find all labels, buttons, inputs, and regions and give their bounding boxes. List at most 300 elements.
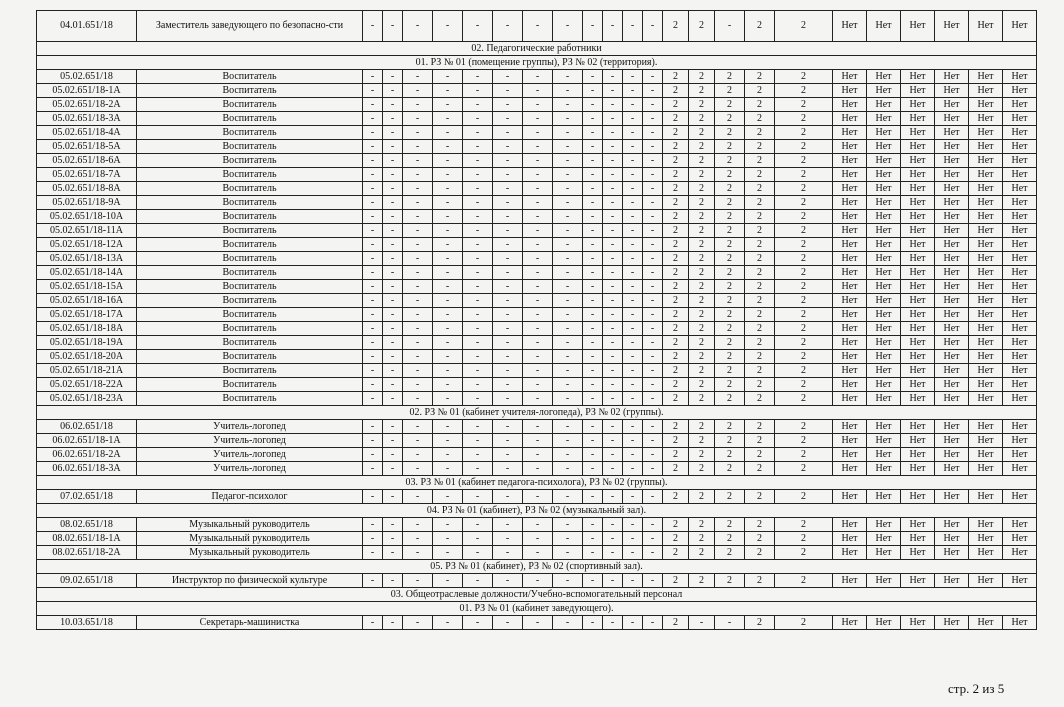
workplace-code-cell: 05.02.651/18-16А xyxy=(37,294,137,308)
position-name-cell: Учитель-логопед xyxy=(137,448,363,462)
flag-cell: Нет xyxy=(935,210,969,224)
class-value-cell: - xyxy=(463,462,493,476)
class-value-cell: 2 xyxy=(663,266,689,280)
class-value-cell: - xyxy=(403,392,433,406)
class-value-cell: - xyxy=(383,392,403,406)
class-value-cell: - xyxy=(363,196,383,210)
class-value-cell: - xyxy=(583,420,603,434)
section-title: 01. РЗ № 01 (кабинет заведующего). xyxy=(37,602,1037,616)
section-header-row xyxy=(37,56,1037,70)
flag-cell: Нет xyxy=(833,266,867,280)
flag-cell: Нет xyxy=(867,434,901,448)
class-value-cell: - xyxy=(493,434,523,448)
flag-cell: Нет xyxy=(867,462,901,476)
flag-cell: Нет xyxy=(867,574,901,588)
flag-cell: Нет xyxy=(1003,616,1037,630)
flag-cell: Нет xyxy=(969,238,1003,252)
class-value-cell: 2 xyxy=(663,112,689,126)
flag-cell: Нет xyxy=(833,420,867,434)
flag-cell: Нет xyxy=(935,308,969,322)
flag-cell: Нет xyxy=(867,168,901,182)
class-value-cell: - xyxy=(583,252,603,266)
class-value-cell: - xyxy=(523,11,553,42)
class-value-cell: - xyxy=(643,84,663,98)
table-row xyxy=(37,168,1037,182)
class-value-cell: - xyxy=(363,140,383,154)
flag-cell: Нет xyxy=(901,532,935,546)
class-value-cell: - xyxy=(463,322,493,336)
class-value-cell: - xyxy=(583,140,603,154)
section-title: 02. РЗ № 01 (кабинет учителя-логопеда), РЗ № 02 (группы). xyxy=(37,406,1037,420)
position-name-cell: Воспитатель xyxy=(137,98,363,112)
class-value-cell: - xyxy=(463,336,493,350)
class-value-cell: 2 xyxy=(689,490,715,504)
class-value-cell: - xyxy=(363,336,383,350)
table-row xyxy=(37,448,1037,462)
class-value-cell: - xyxy=(523,308,553,322)
flag-cell: Нет xyxy=(935,154,969,168)
class-value-cell: - xyxy=(493,490,523,504)
flag-cell: Нет xyxy=(901,378,935,392)
flag-cell: Нет xyxy=(833,308,867,322)
class-value-cell: - xyxy=(403,350,433,364)
flag-cell: Нет xyxy=(969,294,1003,308)
flag-cell: Нет xyxy=(969,434,1003,448)
position-name-cell: Учитель-логопед xyxy=(137,434,363,448)
flag-cell: Нет xyxy=(833,336,867,350)
class-value-cell: - xyxy=(523,392,553,406)
table-row xyxy=(37,238,1037,252)
class-value-cell: - xyxy=(383,322,403,336)
workplace-code-cell: 04.01.651/18 xyxy=(37,11,137,42)
class-value-cell: - xyxy=(383,364,403,378)
class-value-cell: - xyxy=(583,434,603,448)
class-value-cell: - xyxy=(603,224,623,238)
class-value-cell: 2 xyxy=(715,336,745,350)
flag-cell: Нет xyxy=(901,182,935,196)
class-value-cell: 2 xyxy=(663,462,689,476)
class-value-cell: - xyxy=(403,532,433,546)
class-value-cell: - xyxy=(583,574,603,588)
table-row xyxy=(37,84,1037,98)
position-name-cell: Воспитатель xyxy=(137,126,363,140)
class-value-cell: - xyxy=(523,112,553,126)
class-value-cell: 2 xyxy=(745,266,775,280)
section-title: 05. РЗ № 01 (кабинет), РЗ № 02 (спортивный зал). xyxy=(37,560,1037,574)
class-value-cell: 2 xyxy=(745,574,775,588)
class-value-cell: - xyxy=(383,546,403,560)
class-value-cell: - xyxy=(433,126,463,140)
section-header-row xyxy=(37,560,1037,574)
class-value-cell: 2 xyxy=(745,336,775,350)
class-value-cell: - xyxy=(463,392,493,406)
flag-cell: Нет xyxy=(867,378,901,392)
class-value-cell: - xyxy=(603,182,623,196)
flag-cell: Нет xyxy=(867,266,901,280)
class-value-cell: - xyxy=(523,210,553,224)
flag-cell: Нет xyxy=(1003,546,1037,560)
flag-cell: Нет xyxy=(833,112,867,126)
class-value-cell: 2 xyxy=(689,378,715,392)
class-value-cell: 2 xyxy=(689,532,715,546)
class-value-cell: - xyxy=(643,490,663,504)
flag-cell: Нет xyxy=(833,182,867,196)
class-value-cell: - xyxy=(643,448,663,462)
class-value-cell: 2 xyxy=(745,126,775,140)
class-value-cell: - xyxy=(553,434,583,448)
class-value-cell: - xyxy=(363,532,383,546)
class-value-cell: 2 xyxy=(715,196,745,210)
class-value-cell: 2 xyxy=(775,308,833,322)
flag-cell: Нет xyxy=(833,140,867,154)
table-row xyxy=(37,280,1037,294)
flag-cell: Нет xyxy=(1003,322,1037,336)
flag-cell: Нет xyxy=(901,574,935,588)
class-value-cell: - xyxy=(383,448,403,462)
class-value-cell: - xyxy=(403,11,433,42)
flag-cell: Нет xyxy=(901,196,935,210)
class-value-cell: 2 xyxy=(689,126,715,140)
class-value-cell: 2 xyxy=(745,350,775,364)
position-name-cell: Воспитатель xyxy=(137,392,363,406)
class-value-cell: - xyxy=(603,322,623,336)
flag-cell: Нет xyxy=(833,168,867,182)
class-value-cell: 2 xyxy=(689,336,715,350)
class-value-cell: - xyxy=(523,126,553,140)
class-value-cell: 2 xyxy=(715,392,745,406)
class-value-cell: - xyxy=(493,154,523,168)
class-value-cell: 2 xyxy=(775,196,833,210)
class-value-cell: - xyxy=(553,392,583,406)
class-value-cell: 2 xyxy=(775,420,833,434)
class-value-cell: - xyxy=(403,378,433,392)
class-value-cell: - xyxy=(493,308,523,322)
class-value-cell: - xyxy=(623,434,643,448)
flag-cell: Нет xyxy=(935,392,969,406)
table-body xyxy=(37,11,1037,630)
class-value-cell: - xyxy=(433,266,463,280)
flag-cell: Нет xyxy=(867,84,901,98)
workplace-code-cell: 05.02.651/18-9А xyxy=(37,196,137,210)
class-value-cell: - xyxy=(523,518,553,532)
class-value-cell: - xyxy=(493,266,523,280)
class-value-cell: - xyxy=(523,490,553,504)
class-value-cell: - xyxy=(643,11,663,42)
class-value-cell: - xyxy=(603,518,623,532)
workplace-code-cell: 05.02.651/18-1А xyxy=(37,84,137,98)
class-value-cell: - xyxy=(623,70,643,84)
class-value-cell: - xyxy=(433,336,463,350)
flag-cell: Нет xyxy=(867,336,901,350)
flag-cell: Нет xyxy=(1003,420,1037,434)
class-value-cell: - xyxy=(493,11,523,42)
class-value-cell: - xyxy=(463,126,493,140)
class-value-cell: 2 xyxy=(689,462,715,476)
class-value-cell: - xyxy=(553,546,583,560)
position-name-cell: Воспитатель xyxy=(137,364,363,378)
class-value-cell: - xyxy=(433,378,463,392)
class-value-cell: - xyxy=(603,490,623,504)
workplace-code-cell: 05.02.651/18-4А xyxy=(37,126,137,140)
workplace-code-cell: 05.02.651/18-8А xyxy=(37,182,137,196)
class-value-cell: - xyxy=(463,210,493,224)
flag-cell: Нет xyxy=(901,280,935,294)
class-value-cell: - xyxy=(603,308,623,322)
class-value-cell: - xyxy=(493,252,523,266)
class-value-cell: - xyxy=(623,448,643,462)
class-value-cell: - xyxy=(403,308,433,322)
class-value-cell: 2 xyxy=(745,196,775,210)
class-value-cell: - xyxy=(383,98,403,112)
table-row xyxy=(37,532,1037,546)
class-value-cell: 2 xyxy=(663,196,689,210)
class-value-cell: - xyxy=(583,182,603,196)
class-value-cell: - xyxy=(463,154,493,168)
class-value-cell: - xyxy=(553,294,583,308)
flag-cell: Нет xyxy=(833,294,867,308)
workplace-code-cell: 05.02.651/18-19А xyxy=(37,336,137,350)
class-value-cell: 2 xyxy=(745,252,775,266)
class-value-cell: - xyxy=(363,280,383,294)
class-value-cell: - xyxy=(493,392,523,406)
class-value-cell: 2 xyxy=(775,364,833,378)
class-value-cell: - xyxy=(523,224,553,238)
flag-cell: Нет xyxy=(969,574,1003,588)
class-value-cell: - xyxy=(623,196,643,210)
class-value-cell: - xyxy=(493,448,523,462)
class-value-cell: - xyxy=(363,112,383,126)
class-value-cell: - xyxy=(643,546,663,560)
class-value-cell: 2 xyxy=(663,350,689,364)
class-value-cell: - xyxy=(603,168,623,182)
class-value-cell: 2 xyxy=(715,182,745,196)
flag-cell: Нет xyxy=(901,112,935,126)
class-value-cell: - xyxy=(463,448,493,462)
class-value-cell: - xyxy=(643,462,663,476)
workplace-code-cell: 08.02.651/18-1А xyxy=(37,532,137,546)
class-value-cell: - xyxy=(433,448,463,462)
class-value-cell: - xyxy=(493,364,523,378)
class-value-cell: - xyxy=(403,70,433,84)
flag-cell: Нет xyxy=(833,490,867,504)
class-value-cell: - xyxy=(493,196,523,210)
flag-cell: Нет xyxy=(935,434,969,448)
class-value-cell: 2 xyxy=(689,252,715,266)
table-row xyxy=(37,294,1037,308)
class-value-cell: - xyxy=(463,364,493,378)
class-value-cell: - xyxy=(553,140,583,154)
class-value-cell: - xyxy=(603,280,623,294)
class-value-cell: - xyxy=(403,574,433,588)
flag-cell: Нет xyxy=(969,420,1003,434)
class-value-cell: 2 xyxy=(689,140,715,154)
class-value-cell: - xyxy=(553,308,583,322)
flag-cell: Нет xyxy=(935,420,969,434)
class-value-cell: 2 xyxy=(745,532,775,546)
class-value-cell: - xyxy=(463,266,493,280)
class-value-cell: 2 xyxy=(663,322,689,336)
flag-cell: Нет xyxy=(867,518,901,532)
workplace-code-cell: 05.02.651/18-17А xyxy=(37,308,137,322)
class-value-cell: - xyxy=(383,154,403,168)
class-value-cell: 2 xyxy=(663,336,689,350)
class-value-cell: - xyxy=(583,154,603,168)
flag-cell: Нет xyxy=(935,252,969,266)
class-value-cell: - xyxy=(553,364,583,378)
flag-cell: Нет xyxy=(901,210,935,224)
class-value-cell: - xyxy=(363,350,383,364)
flag-cell: Нет xyxy=(901,168,935,182)
class-value-cell: - xyxy=(383,168,403,182)
flag-cell: Нет xyxy=(901,392,935,406)
class-value-cell: - xyxy=(433,434,463,448)
class-value-cell: - xyxy=(433,322,463,336)
class-value-cell: - xyxy=(403,280,433,294)
class-value-cell: - xyxy=(383,126,403,140)
flag-cell: Нет xyxy=(935,280,969,294)
class-value-cell: - xyxy=(463,196,493,210)
class-value-cell: - xyxy=(523,434,553,448)
class-value-cell: - xyxy=(523,70,553,84)
class-value-cell: 2 xyxy=(745,322,775,336)
class-value-cell: - xyxy=(523,196,553,210)
flag-cell: Нет xyxy=(935,70,969,84)
section-header-row xyxy=(37,602,1037,616)
class-value-cell: - xyxy=(623,11,643,42)
flag-cell: Нет xyxy=(833,11,867,42)
flag-cell: Нет xyxy=(1003,11,1037,42)
class-value-cell: - xyxy=(463,434,493,448)
position-name-cell: Воспитатель xyxy=(137,280,363,294)
flag-cell: Нет xyxy=(969,336,1003,350)
class-value-cell: 2 xyxy=(775,574,833,588)
class-value-cell: - xyxy=(603,140,623,154)
class-value-cell: - xyxy=(623,420,643,434)
class-value-cell: - xyxy=(433,70,463,84)
class-value-cell: - xyxy=(433,252,463,266)
flag-cell: Нет xyxy=(1003,490,1037,504)
class-value-cell: - xyxy=(523,252,553,266)
class-value-cell: - xyxy=(463,420,493,434)
class-value-cell: - xyxy=(603,462,623,476)
class-value-cell: 2 xyxy=(689,392,715,406)
class-value-cell: 2 xyxy=(663,280,689,294)
table-row xyxy=(37,140,1037,154)
class-value-cell: - xyxy=(433,280,463,294)
class-value-cell: - xyxy=(583,112,603,126)
class-value-cell: - xyxy=(689,616,715,630)
table-row xyxy=(37,98,1037,112)
section-title: 04. РЗ № 01 (кабинет), РЗ № 02 (музыкальный зал). xyxy=(37,504,1037,518)
class-value-cell: - xyxy=(583,546,603,560)
class-value-cell: - xyxy=(493,210,523,224)
flag-cell: Нет xyxy=(901,336,935,350)
class-value-cell: - xyxy=(363,392,383,406)
class-value-cell: - xyxy=(583,616,603,630)
class-value-cell: 2 xyxy=(775,322,833,336)
class-value-cell: - xyxy=(623,322,643,336)
class-value-cell: 2 xyxy=(745,420,775,434)
flag-cell: Нет xyxy=(935,84,969,98)
class-value-cell: - xyxy=(463,112,493,126)
class-value-cell: - xyxy=(623,84,643,98)
section-title: 03. Общеотраслевые должности/Учебно-вспомогательный персонал xyxy=(37,588,1037,602)
class-value-cell: - xyxy=(433,616,463,630)
class-value-cell: - xyxy=(363,70,383,84)
table-row xyxy=(37,224,1037,238)
class-value-cell: - xyxy=(583,238,603,252)
position-name-cell: Заместитель заведующего по безопасно-сти xyxy=(137,11,363,42)
flag-cell: Нет xyxy=(833,210,867,224)
workplace-code-cell: 05.02.651/18-7А xyxy=(37,168,137,182)
class-value-cell: - xyxy=(603,126,623,140)
class-value-cell: - xyxy=(623,168,643,182)
class-value-cell: 2 xyxy=(745,616,775,630)
flag-cell: Нет xyxy=(969,378,1003,392)
class-value-cell: - xyxy=(553,154,583,168)
class-value-cell: - xyxy=(623,266,643,280)
class-value-cell: 2 xyxy=(663,294,689,308)
class-value-cell: 2 xyxy=(663,490,689,504)
class-value-cell: - xyxy=(623,238,643,252)
flag-cell: Нет xyxy=(867,322,901,336)
class-value-cell: 2 xyxy=(745,70,775,84)
flag-cell: Нет xyxy=(867,392,901,406)
class-value-cell: - xyxy=(363,182,383,196)
workplace-code-cell: 05.02.651/18-15А xyxy=(37,280,137,294)
class-value-cell: - xyxy=(715,616,745,630)
class-value-cell: 2 xyxy=(689,574,715,588)
class-value-cell: - xyxy=(363,98,383,112)
class-value-cell: - xyxy=(603,350,623,364)
class-value-cell: - xyxy=(433,168,463,182)
class-value-cell: - xyxy=(383,378,403,392)
class-value-cell: - xyxy=(463,308,493,322)
flag-cell: Нет xyxy=(1003,168,1037,182)
workplace-code-cell: 07.02.651/18 xyxy=(37,490,137,504)
flag-cell: Нет xyxy=(867,448,901,462)
class-value-cell: - xyxy=(553,490,583,504)
position-name-cell: Музыкальный руководитель xyxy=(137,546,363,560)
class-value-cell: - xyxy=(403,238,433,252)
class-value-cell: - xyxy=(383,280,403,294)
section-header-row xyxy=(37,476,1037,490)
flag-cell: Нет xyxy=(833,462,867,476)
position-name-cell: Воспитатель xyxy=(137,140,363,154)
workplace-code-cell: 05.02.651/18-5А xyxy=(37,140,137,154)
class-value-cell: - xyxy=(493,574,523,588)
position-name-cell: Музыкальный руководитель xyxy=(137,532,363,546)
class-value-cell: 2 xyxy=(689,546,715,560)
workplace-code-cell: 09.02.651/18 xyxy=(37,574,137,588)
class-value-cell: - xyxy=(623,280,643,294)
class-value-cell: - xyxy=(383,11,403,42)
class-value-cell: - xyxy=(383,70,403,84)
class-value-cell: 2 xyxy=(745,462,775,476)
class-value-cell: - xyxy=(363,266,383,280)
flag-cell: Нет xyxy=(935,462,969,476)
class-value-cell: - xyxy=(403,196,433,210)
flag-cell: Нет xyxy=(969,168,1003,182)
section-title: 02. Педагогические работники xyxy=(37,42,1037,56)
workplace-code-cell: 06.02.651/18-2А xyxy=(37,448,137,462)
class-value-cell: - xyxy=(433,224,463,238)
class-value-cell: - xyxy=(553,420,583,434)
position-name-cell: Учитель-логопед xyxy=(137,420,363,434)
class-value-cell: - xyxy=(603,112,623,126)
class-value-cell: - xyxy=(553,518,583,532)
flag-cell: Нет xyxy=(935,182,969,196)
